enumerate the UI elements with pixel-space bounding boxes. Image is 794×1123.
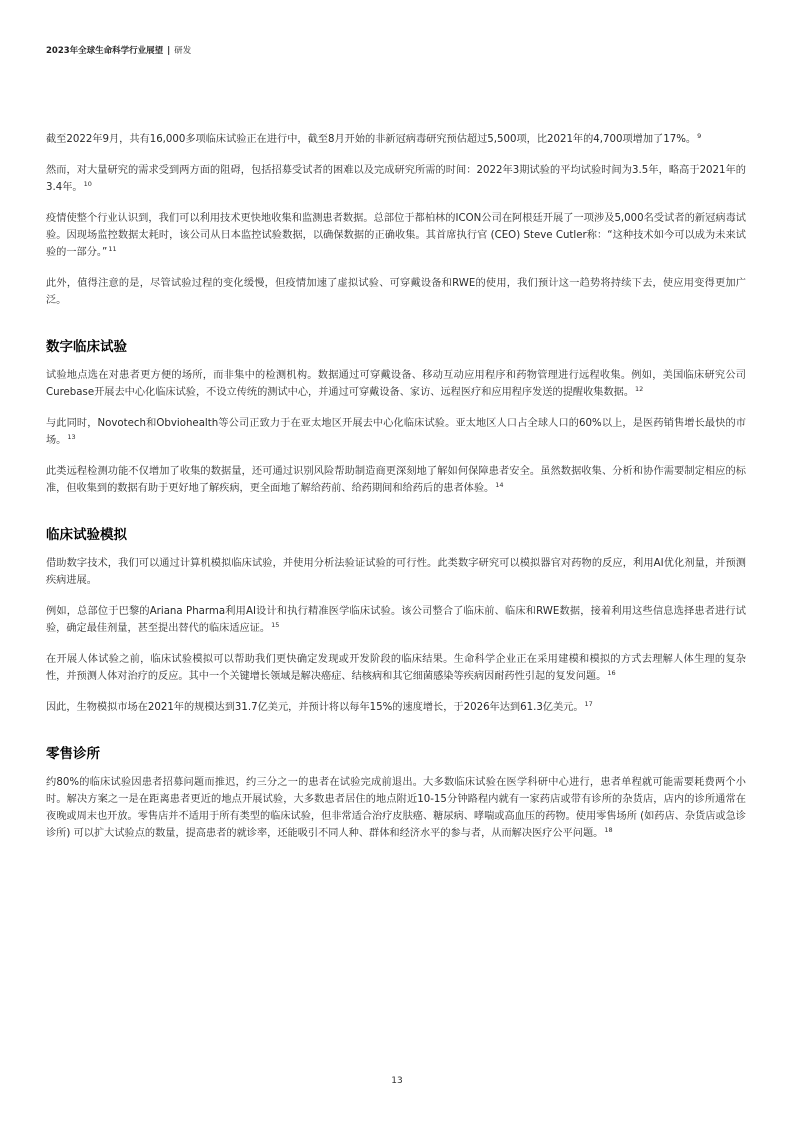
- paragraph: 此外，值得注意的是，尽管试验过程的变化缓慢，但疫情加速了虚拟试验、可穿戴设备和RWE的使用，我们预计这一趋势将持续下去，使应用变得更加广泛。: [46, 278, 746, 306]
- paragraph: 试验地点选在对患者更方便的场所，而非集中的检测机构。数据通过可穿戴设备、移动互动应用程序和药物管理进行远程收集。例如，美国临床研究公司Curebase开展去中心化临床试验，不设立传统的测试中心，并通过可穿戴设备、家访、远程医疗和应用程序发送的提醒收集数据。$^{12}$: [46, 370, 746, 398]
- footnote-ref: 9: [697, 132, 702, 140]
- footnote-ref: 18: [604, 826, 613, 834]
- paragraph: 此类远程检测功能不仅增加了收集的数据量，还可通过识别风险帮助制造商更深刻地了解如何保障患者安全。虽然数据收集、分析和协作需要制定相应的标准，但收集到的数据有助于更好地了解疾病，更全面地了解给药前、给药期间和给药后的患者体验。$^{14}$: [46, 466, 746, 494]
- footnote-ref: 15: [271, 621, 280, 629]
- paragraph: 例如，总部位于巴黎的Ariana Pharma利用AI设计和执行精准医学临床试验。该公司整合了临床前、临床和RWE数据，接着利用这些信息选择患者进行试验，确定最佳剂量，甚至提出替代的临床适应证。$^{15}$: [46, 606, 746, 634]
- footnote-ref: 11: [108, 245, 117, 253]
- footnote-ref: 17: [584, 700, 593, 708]
- footnote-ref: 12: [635, 385, 644, 393]
- footnote-ref: 13: [67, 433, 76, 441]
- page-number: 13: [391, 1076, 403, 1086]
- paragraph: 借助数字技术，我们可以通过计算机模拟临床试验，并使用分析法验证试验的可行性。此类数字研究可以模拟器官对药物的反应，利用AI优化剂量，并预测疾病进展。: [46, 558, 746, 586]
- footnote-ref: 10: [83, 180, 92, 188]
- paragraph: 约80%的临床试验因患者招募问题而推迟，约三分之一的患者在试验完成前退出。大多数临床试验在医学科研中心进行，患者单程就可能需要耗费两个小时。解决方案之一是在距离患者更近的地点开展试验，大多数患者居住的地点附近10-15分钟路程内就有一家药店或带有诊所的杂货店，店内的诊所通常在夜晚或周末也开放。零售店并不适用于所有类型的临床试验，但非常适合治疗皮肤癌、糖尿病、哮喘或高血压的药物。使用零售场所 (如药店、杂货店或急诊诊所) 可以扩大试验点的数量，提高患者的就诊率，还能吸引不同人种、群体和经济水平的参与者，从而解决医疗公平问题。$^{18}$: [46, 777, 746, 839]
- report-title: 2023年全球生命科学行业展望: [46, 46, 164, 56]
- section-heading-trial-simulation: 临床试验模拟: [46, 527, 127, 543]
- paragraph: 疫情使整个行业认识到，我们可以利用技术更快地收集和监测患者数据。总部位于都柏林的ICON公司在阿根廷开展了一项涉及5,000名受试者的新冠病毒试验。因现场监控数据太耗时，该公司从日本监控试验数据，以确保数据的正确收集。其首席执行官 (CEO) Steve Cutler称：“这种技术如今可以成为未来试验的一部分。”$^{11}$: [46, 213, 746, 258]
- footnote-ref: 16: [607, 669, 616, 677]
- footnote-ref: 14: [495, 481, 504, 489]
- section-heading-digital-trials: 数字临床试验: [46, 339, 127, 355]
- paragraph: 在开展人体试验之前，临床试验模拟可以帮助我们更快确定发现或开发阶段的临床结果。生命科学企业正在采用建模和模拟的方式去理解人体生理的复杂性，并预测人体对治疗的反应。其中一个关键增长领域是解决癌症、结核病和其它细菌感染等疾病因耐药性引起的复发问题。$^{16}$: [46, 654, 746, 682]
- paragraph: 因此，生物模拟市场在2021年的规模达到31.7亿美元，并预计将以每年15%的速度增长，于2026年达到61.3亿美元。$^{17}$: [46, 700, 593, 713]
- running-header: [46, 44, 191, 56]
- paragraph: 截至2022年9月，共有16,000多项临床试验正在进行中，截至8月开始的非新冠病毒研究预估超过5,500项，比2021年的4,700项增加了17%。$^9$: [46, 132, 702, 145]
- header-separator: |: [167, 46, 171, 56]
- section-label: 研发: [174, 46, 192, 56]
- paragraph: 与此同时，Novotech和Obviohealth等公司正致力于在亚太地区开展去中心化临床试验。亚太地区人口占全球人口的60%以上，是医药销售增长最快的市场。$^{13}$: [46, 418, 746, 446]
- article-body: [46, 131, 746, 856]
- paragraph: 然而，对大量研究的需求受到两方面的阻碍，包括招募受试者的困难以及完成研究所需的时间：2022年3期试验的平均试验时间为3.5年，略高于2021年的3.4年。$^{10}$: [46, 165, 746, 193]
- section-heading-retail-clinics: 零售诊所: [46, 746, 100, 762]
